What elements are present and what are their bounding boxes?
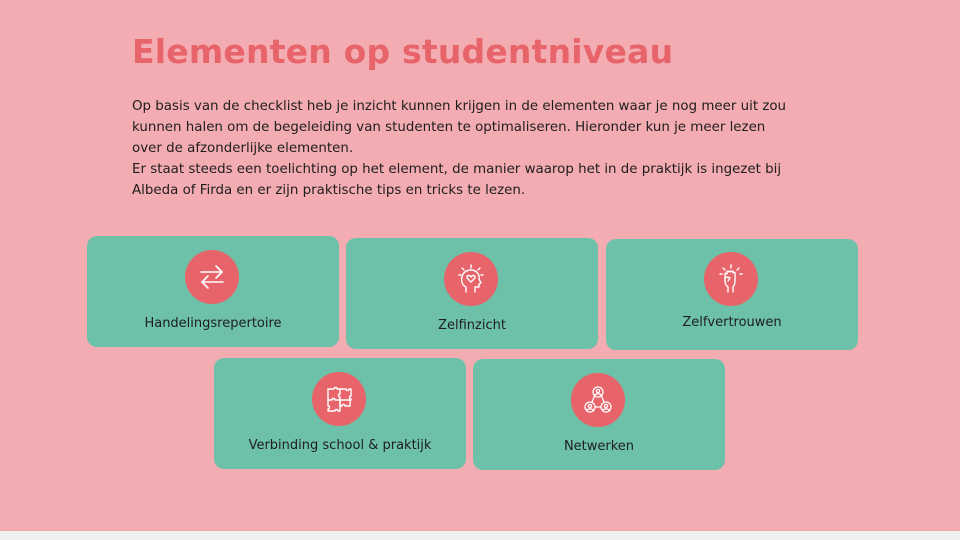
card-zelfinzicht[interactable] — [346, 238, 598, 349]
card-verbinding-school-praktijk[interactable] — [214, 358, 466, 469]
card-label: Verbinding school & praktijk — [248, 438, 432, 453]
people-network-icon — [571, 373, 625, 427]
intro-paragraph-2: Er staat steeds een toelichting op het element, de manier waarop het in de praktijk is ingezet bij Albeda of Firda en er zijn praktische tips en tricks te lezen. — [132, 162, 782, 198]
card-label: Zelfvertrouwen — [682, 315, 782, 330]
head-heart-icon — [444, 252, 498, 306]
card-handelingsrepertoire[interactable] — [87, 236, 339, 347]
bottom-bar — [0, 531, 960, 540]
intro-text — [132, 96, 792, 201]
intro-paragraph-1: Op basis van de checklist heb je inzicht kunnen krijgen in de elementen waar je nog meer uit zou kunnen halen om de begeleiding van studenten te optimaliseren. Hieronder kun je meer lezen over de afzonderlijke elementen. — [132, 99, 787, 156]
card-zelfvertrouwen[interactable] — [606, 239, 858, 350]
arrows-exchange-icon — [185, 250, 239, 304]
card-netwerken[interactable] — [473, 359, 725, 470]
card-label: Netwerken — [563, 439, 635, 454]
puzzle-pieces-icon — [312, 372, 366, 426]
card-label: Handelingsrepertoire — [144, 316, 282, 331]
page-title: Elementen op studentniveau — [132, 32, 674, 71]
raised-fist-icon — [704, 252, 758, 306]
card-label: Zelfinzicht — [438, 318, 506, 333]
